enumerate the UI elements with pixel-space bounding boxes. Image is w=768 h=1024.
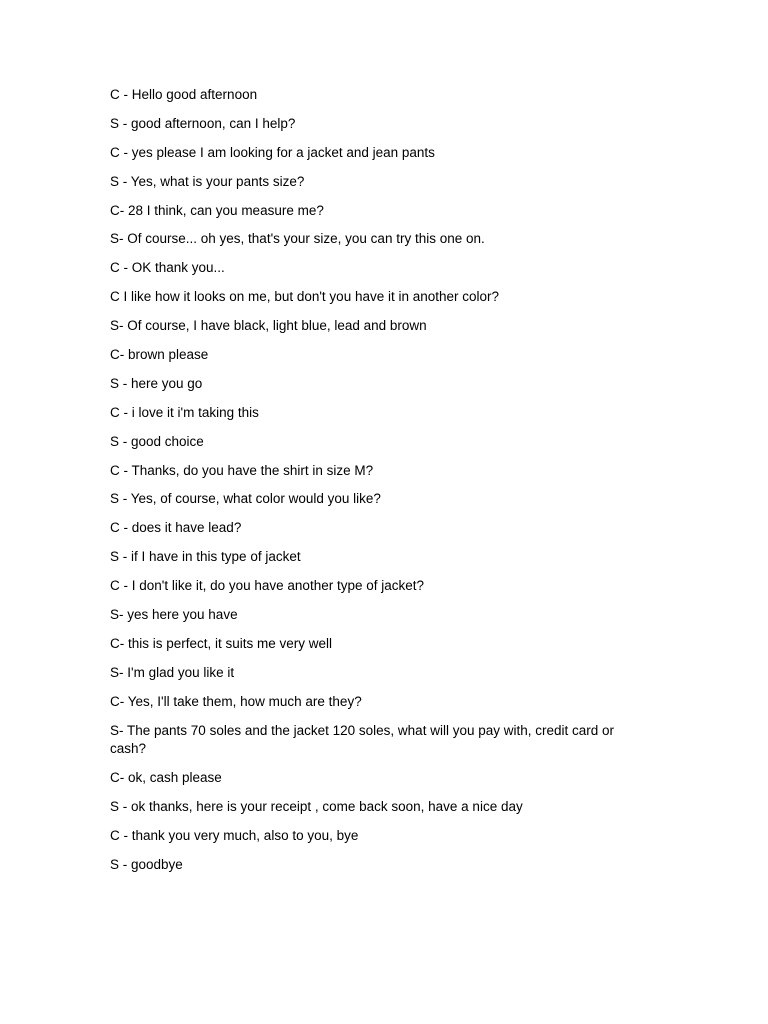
dialogue-line: C- ok, cash please (110, 770, 222, 786)
dialogue-line: C- this is perfect, it suits me very well (110, 635, 333, 651)
dialogue-line: S - good afternoon, can I help? (110, 115, 296, 131)
dialogue-line: S- yes here you have (110, 607, 238, 623)
dialogue-line: S- I'm glad you like it (110, 664, 235, 680)
dialogue-line: C - I don't like it, do you have another type of jacket? (110, 578, 425, 594)
dialogue-line: S - here you go (110, 375, 203, 391)
dialogue-line: S - ok thanks, here is your receipt , come back soon, have a nice day (110, 798, 523, 814)
dialogue-line: C - does it have lead? (110, 520, 242, 536)
dialogue-line: S- The pants 70 soles and the jacket 120 soles, what will you pay with, credit card or cash? (110, 722, 615, 756)
dialogue-line: C - OK thank you... (110, 260, 225, 276)
dialogue-line: S- Of course, I have black, light blue, lead and brown (110, 318, 427, 334)
dialogue-line: C - i love it i'm taking this (110, 404, 259, 420)
dialogue-line: C- 28 I think, can you measure me? (110, 202, 324, 218)
dialogue-line: S - good choice (110, 433, 204, 449)
dialogue-line: S - Yes, what is your pants size? (110, 173, 305, 189)
dialogue-line: C I like how it looks on me, but don't you have it in another color? (110, 289, 500, 305)
dialogue-line: S - Yes, of course, what color would you like? (110, 491, 381, 507)
dialogue-line: S - goodbye (110, 856, 183, 872)
dialogue-line: C - Thanks, do you have the shirt in size M? (110, 462, 374, 478)
dialogue-line: C- brown please (110, 347, 209, 363)
dialogue-line: C - Hello good afternoon (110, 87, 258, 102)
dialogue-line: S- Of course... oh yes, that's your size, you can try this one on. (110, 231, 485, 247)
dialogue-line: C - thank you very much, also to you, bye (110, 827, 359, 843)
dialogue-line: C - yes please I am looking for a jacket and jean pants (110, 144, 435, 160)
dialogue-line: C- Yes, I'll take them, how much are they? (110, 693, 362, 709)
dialogue-line: S - if I have in this type of jacket (110, 549, 301, 565)
dialogue-list (110, 86, 650, 885)
